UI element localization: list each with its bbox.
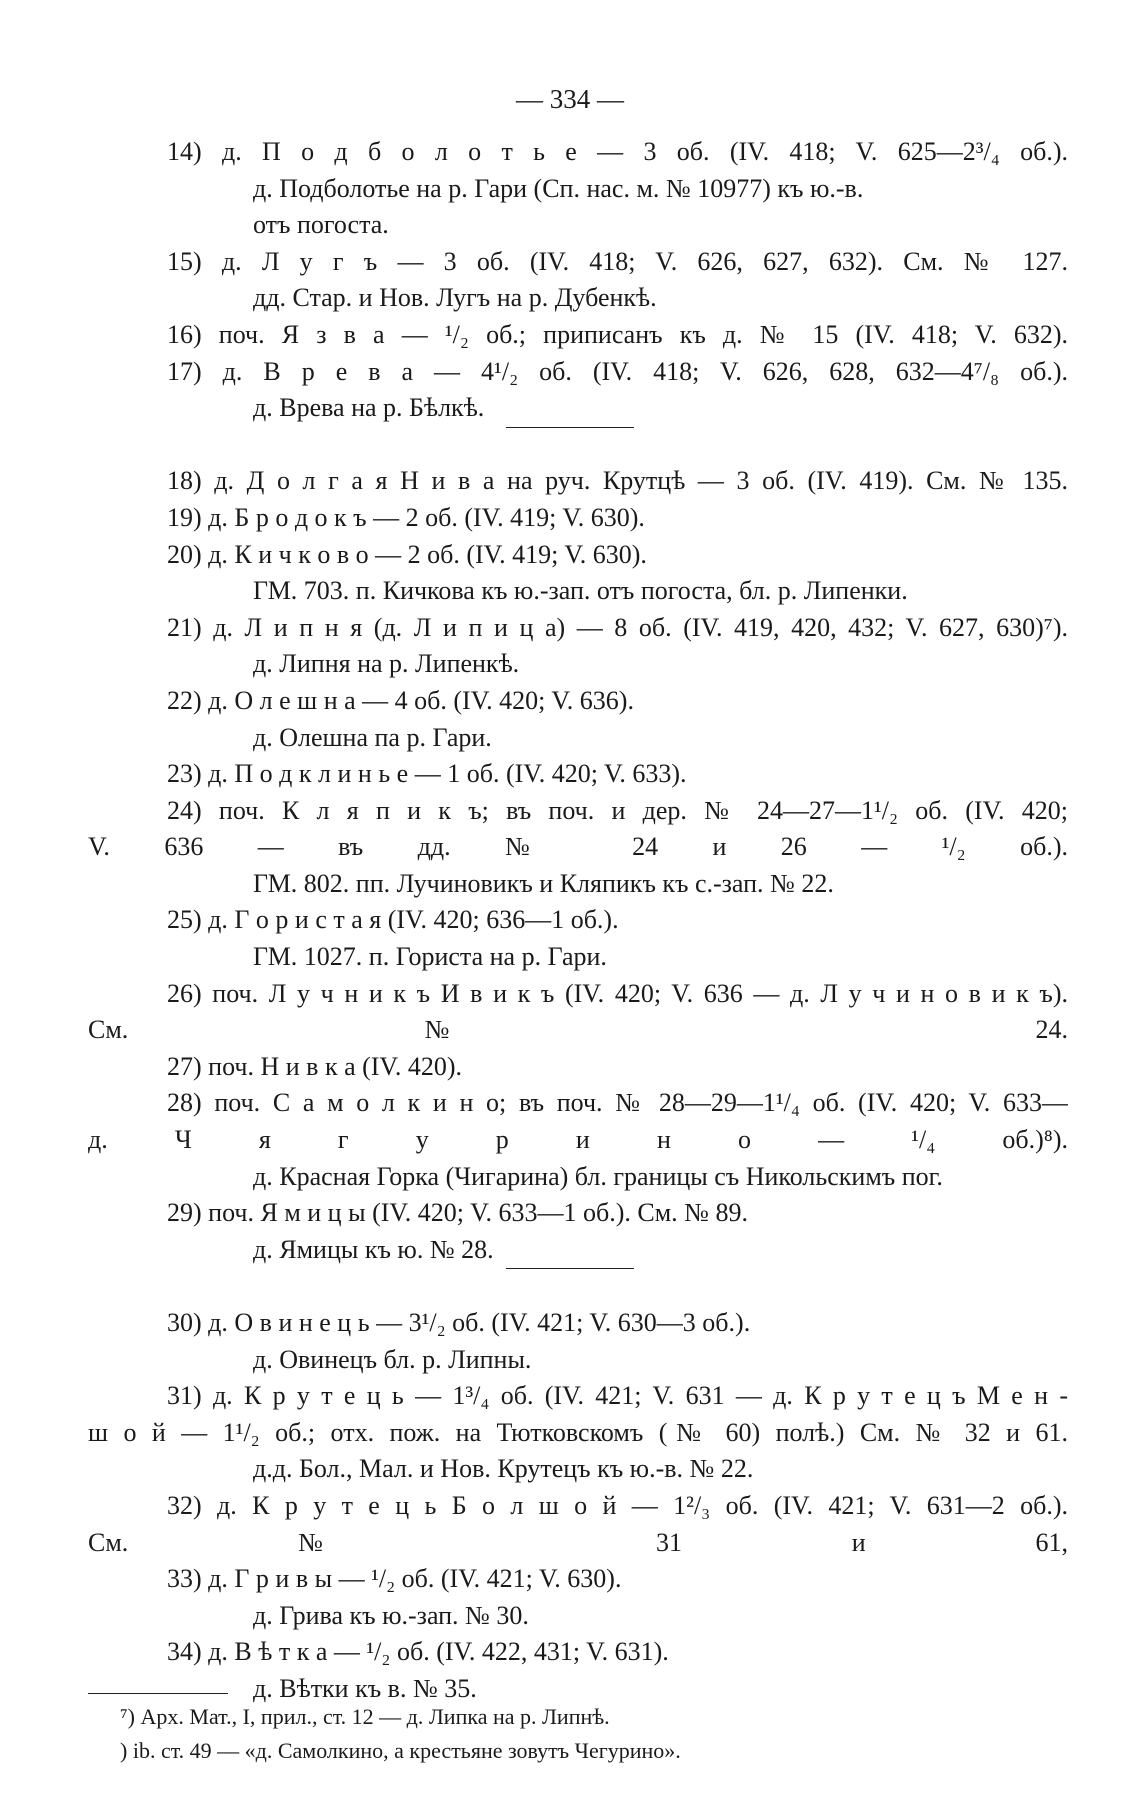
text-line: 33) д. Г р и в ы — ¹/₂ об. (IV. 421; V. 630). — [167, 1564, 622, 1594]
text-line: 22) д. О л е ш н а — 4 об. (IV. 420; V. 636). — [167, 685, 634, 715]
section-divider — [88, 1268, 1068, 1305]
text-line: 18) д. Д о л г а я Н и в а на руч. Крутцѣ — 3 об. (IV. 419). См. № 135. — [167, 466, 1068, 496]
text-line: д. Ч я г у р и н о — ¹/₄ об.)⁸). — [88, 1125, 1068, 1155]
text-line: д. Ямицы къ ю. № 28. — [253, 1234, 494, 1264]
text-line: ГМ. 703. п. Кичкова къ ю.-зап. отъ погоста, бл. р. Липенки. — [253, 576, 908, 606]
text-line: д. Олешна па р. Гари. — [253, 722, 492, 752]
text-line: д. Липня на р. Липенкѣ. — [253, 649, 520, 679]
text-line: д. Грива къ ю.-зап. № 30. — [253, 1600, 529, 1630]
footnote-7: ⁷) Арх. Мат., I, прил., ст. 12 — д. Липка на р. Липнѣ. — [120, 1704, 610, 1729]
text-line: 29) поч. Я м и ц ы (IV. 420; V. 633—1 об.). См. № 89. — [167, 1198, 748, 1228]
text-line: 23) д. П о д к л и н ь е — 1 об. (IV. 420; V. 633). — [167, 759, 687, 789]
text-line: См. № 31 и 61, — [88, 1527, 1068, 1557]
text-line: д. Подболотье на р. Гари (Сп. нас. м. № 10977) къ ю.-в. — [253, 173, 864, 203]
text-line: V. 636 — въ дд. № 24 и 26 — ¹/₂ об.). — [88, 832, 1068, 862]
section-divider — [88, 427, 1068, 464]
text-line: д. Овинецъ бл. р. Липны. — [253, 1344, 532, 1374]
text-line: 21) д. Л и п н я (д. Л и п и ц а) — 8 об. (IV. 419, 420, 432; V. 627, 630)⁷). — [167, 612, 1068, 642]
text-line: 19) д. Б р о д о к ъ — 2 об. (IV. 419; V. 630). — [167, 502, 645, 532]
text-line: 20) д. К и ч к о в о — 2 об. (IV. 419; V. 630). — [167, 539, 647, 569]
text-line: 32) д. К р у т е ц ь Б о л ш о й — 1²/₃ об. (IV. 421; V. 631—2 об.). — [167, 1490, 1068, 1520]
text-line: ГМ. 802. пп. Лучиновикъ и Кляпикъ къ с.-зап. № 22. — [253, 868, 834, 898]
text-line: 16) поч. Я з в а — ¹/₂ об.; приписанъ къ д. № 15 (IV. 418; V. 632). — [167, 319, 1068, 349]
text-line: отъ погоста. — [253, 210, 389, 240]
text-line: дд. Стар. и Нов. Лугъ на р. Дубенкѣ. — [253, 283, 657, 313]
text-line: д. Красная Горка (Чигарина) бл. границы съ Никольскимъ пог. — [253, 1161, 943, 1191]
text-line: 14) д. П о д б о л о т ь е — 3 об. (IV. 418; V. 625—2³/₄ об.). — [167, 137, 1068, 166]
text-line: 27) поч. Н и в к а (IV. 420). — [167, 1051, 463, 1081]
text-line: 26) поч. Л у ч н и к ъ И в и к ъ (IV. 420; V. 636 — д. Л у ч и н о в и к ъ). — [167, 978, 1068, 1008]
text-line: ш о й — 1¹/₂ об.; отх. пож. на Тютковскомъ (№ 60) полѣ.) См. № 32 и 61. — [88, 1417, 1068, 1447]
text-line: 15) д. Л у г ъ — 3 об. (IV. 418; V. 626, 627, 632). См. № 127. — [167, 246, 1068, 276]
text-line: 30) д. О в и н е ц ь — 3¹/₂ об. (IV. 421; V. 630—3 об.). — [167, 1308, 751, 1337]
text-line: д. Вѣтки къ в. № 35. — [253, 1673, 477, 1703]
text-line: ГМ. 1027. п. Гориста на р. Гари. — [253, 942, 607, 972]
footnote-8: ) ib. ст. 49 — «д. Самолкино, а крестьяне зовутъ Чегурино». — [120, 1738, 681, 1763]
text-line: 17) д. В р е в а — 4¹/₂ об. (IV. 418; V. 626, 628, 632—4⁷/₈ об.). — [167, 356, 1068, 386]
text-line: 25) д. Г о р и с т а я (IV. 420; 636—1 об.). — [167, 905, 619, 935]
text-line: 28) поч. С а м о л к и н о; въ поч. № 28—29—1¹/₄ об. (IV. 420; V. 633— — [167, 1088, 1068, 1118]
footnote-rule — [88, 1693, 228, 1694]
text-line: д. Врева на р. Бѣлкѣ. — [253, 393, 485, 423]
entries-list — [88, 134, 1068, 1708]
text-line: д.д. Бол., Мал. и Нов. Крутецъ къ ю.-в. № 22. — [253, 1454, 754, 1484]
text-line: 31) д. К р у т е ц ь — 1³/₄ об. (IV. 421; V. 631 — д. К р у т е ц ъ М е н - — [167, 1381, 1068, 1411]
page-number: — 334 — — [516, 84, 624, 114]
text-line: 34) д. В ѣ т к а — ¹/₂ об. (IV. 422, 431; V. 631). — [167, 1637, 669, 1667]
text-line: 24) поч. К л я п и к ъ; въ поч. и дер. № 24—27—1¹/₂ об. (IV. 420; — [167, 795, 1068, 825]
text-line: См. № 24. — [88, 1015, 1068, 1045]
